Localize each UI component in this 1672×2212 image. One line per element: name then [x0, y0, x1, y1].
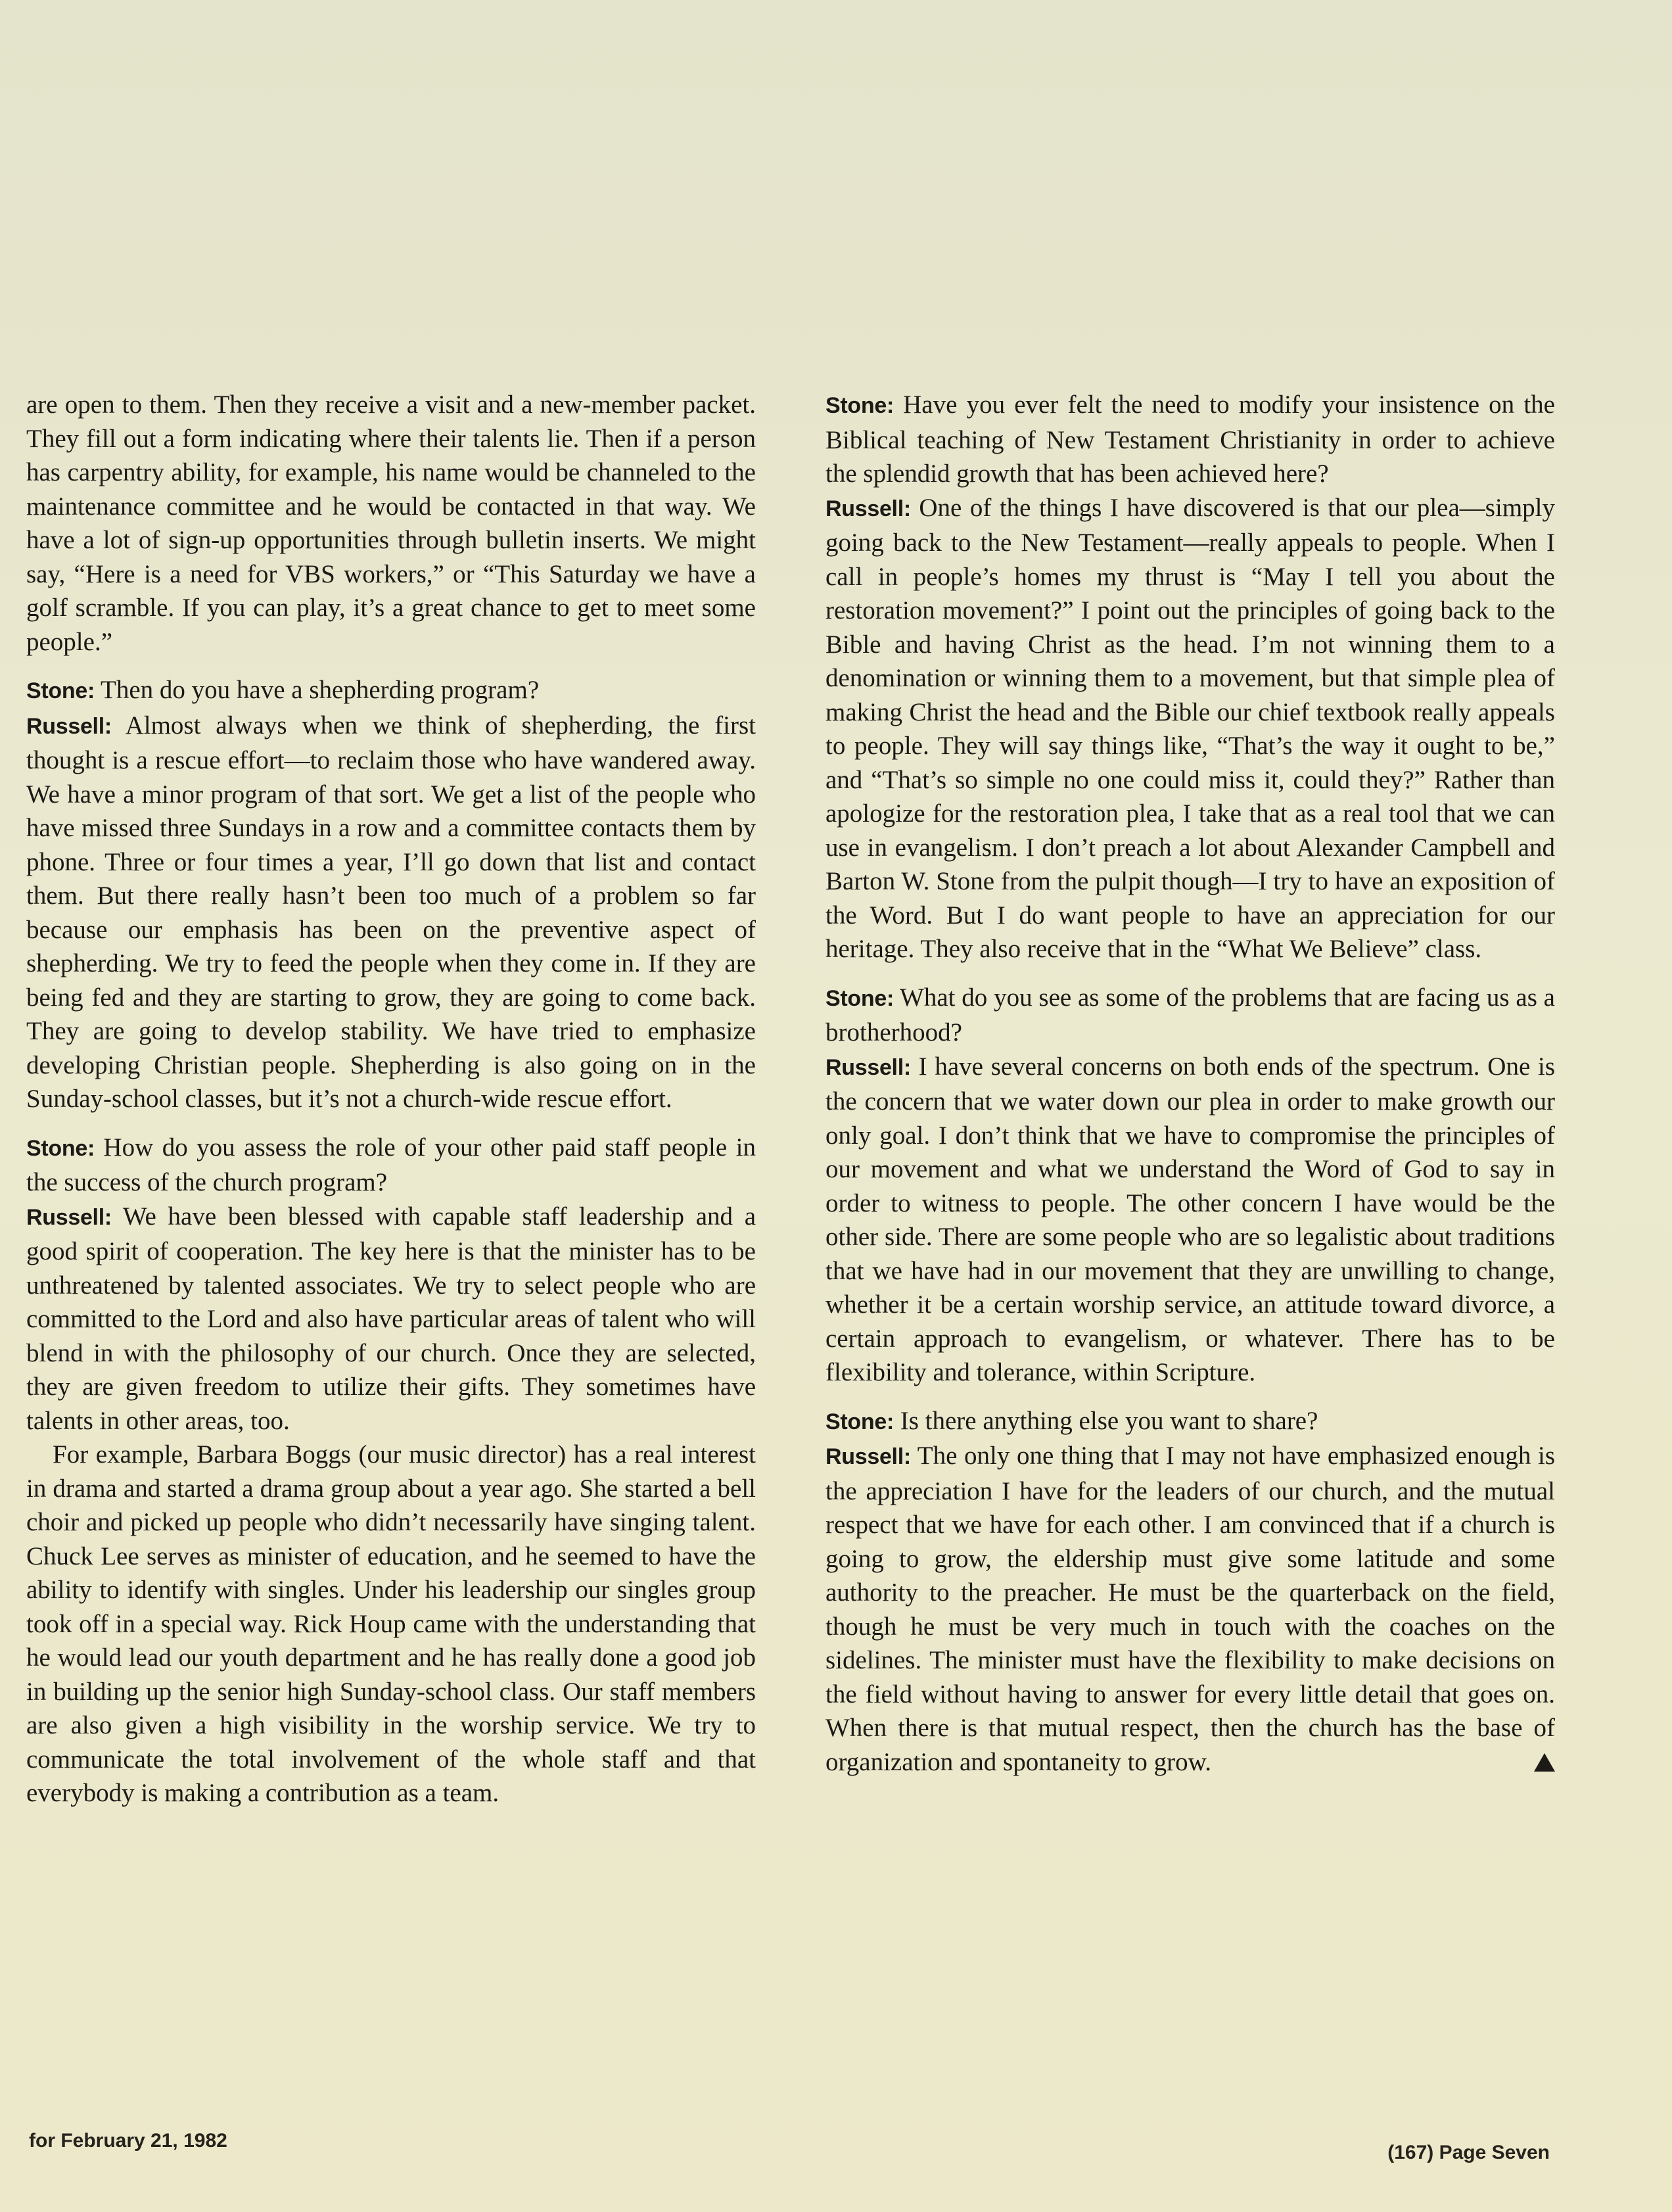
question [26, 673, 756, 709]
end-triangle-icon [1534, 1753, 1555, 1772]
speaker-label: Russell: [26, 713, 112, 739]
right-column [825, 388, 1555, 1779]
answer [825, 1439, 1555, 1779]
answer-text: We have been blessed with capable staff leadership and a good spirit of cooperation. The key here is that the minister has to be unthreatened by talented associates. We try to select people who are committed to the Lord and also have particular areas of talent who will blend in with the philosophy of our church. Once they are selected, they are given freedom to utilize their gifts. They sometimes have talents in other areas, too. [26, 1202, 756, 1435]
footer-date: for February 21, 1982 [29, 2130, 227, 2152]
question-text: How do you assess the role of your other paid staff people in the success of the church program? [26, 1133, 756, 1196]
left-column [26, 388, 756, 1810]
question-text: Then do you have a shepherding program? [94, 676, 540, 704]
speaker-label: Stone: [825, 985, 894, 1011]
speaker-label: Stone: [825, 1409, 894, 1434]
answer [26, 1200, 756, 1438]
question [825, 388, 1555, 491]
question-text: Have you ever felt the need to modify your insistence on the Biblical teaching of New Testament Christianity in order to achieve the splendid growth that has been achieved here? [825, 390, 1555, 488]
speaker-label: Russell: [825, 1054, 911, 1080]
answer-text: I have several concerns on both ends of the spectrum. One is the concern that we water down our plea in order to make growth our only goal. I don’t think that we have to compromise the principles of our movement and what we understand the Word of God to say in order to witness to people. The other concern I have would be the other side. There are some people who are so legalistic about traditions that we have had in our movement that they are unwilling to change, whether it be a certain worship service, an attitude toward divorce, a certain approach to evangelism, or whatever. There has to be flexibility and tolerance, within Scripture. [825, 1052, 1555, 1386]
answer [825, 1050, 1555, 1390]
question-text: Is there anything else you want to share? [893, 1406, 1318, 1435]
question [26, 1131, 756, 1200]
answer [26, 709, 756, 1116]
speaker-label: Russell: [825, 496, 911, 521]
question [825, 1404, 1555, 1440]
speaker-label: Stone: [825, 393, 894, 418]
footer-page-number: (167) Page Seven [1387, 2142, 1550, 2163]
paragraph: For example, Barbara Boggs (our music director) has a real interest in drama and started a drama group about a year ago. She started a bell choir and picked up people who didn’t necessarily have singing talent. Chuck Lee serves as minister of education, and he seemed to have the ability to identify with singles. Under his leadership our singles group took off in a special way. Rick Houp came with the understanding that he would lead our youth department and he has really done a good job in building up the senior high Sunday-school class. Our staff members are also given a high visibility in the worship service. We try to communicate the total involvement of the whole staff and that everybody is making a contribution as a team. [26, 1440, 756, 1807]
question-text: What do you see as some of the problems that are facing us as a brotherhood? [825, 983, 1555, 1047]
speaker-label: Stone: [26, 1135, 95, 1161]
speaker-label: Russell: [825, 1444, 911, 1469]
answer [825, 491, 1555, 966]
paragraph: are open to them. Then they receive a visit and a new-member packet. They fill out a form indicating where their talents lie. Then if a person has carpentry ability, for example, his name would be channeled to the maintenance committee and he would be contacted in that way. We have a lot of sign-up opportunities through bulletin inserts. We might say, “Here is a need for VBS workers,” or “This Saturday we have a golf scramble. If you can play, it’s a great chance to get to meet some people.” [26, 390, 756, 656]
answer-text: The only one thing that I may not have emphasized enough is the appreciation I have for the leaders of our church, and the mutual respect that we have for each other. I am convinced that if a church is going to grow, the eldership must give some latitude and some authority to the preacher. He must be the quarterback on the field, though he must be very much in touch with the coaches on the sidelines. The minister must have the flexibility to make decisions on the field without having to answer for every little detail that goes on. When there is that mutual respect, then the church has the base of organization and spontaneity to grow. [825, 1442, 1555, 1776]
answer-text: Almost always when we think of shepherding, the first thought is a rescue effort—to reclaim those who have wandered away. We have a minor program of that sort. We get a list of the people who have missed three Sundays in a row and a committee contacts them by phone. Three or four times a year, I’ll go down that list and contact them. But there really hasn’t been too much of a problem so far because our emphasis has been on the preventive aspect of shepherding. We try to feed the people when they come in. If they are being fed and they are starting to grow, they are going to come back. They are going to develop stability. We have tried to emphasize developing Christian people. Shepherding is also going on in the Sunday-school classes, but it’s not a church-wide rescue effort. [26, 711, 756, 1113]
speaker-label: Russell: [26, 1204, 112, 1230]
question [825, 981, 1555, 1050]
answer-text: One of the things I have discovered is that our plea—simply going back to the New Testament—really appeals to people. When I call in people’s homes my thrust is “May I tell you about the restoration movement?” I point out the principles of going back to the Bible and having Christ as the head. I’m not winning them to a denomination or winning them to a movement, but that simple plea of making Christ the head and the Bible our chief textbook really appeals to people. They will say things like, “That’s the way it ought to be,” and “That’s so simple no one could miss it, could they?” Rather than apologize for the restoration plea, I take that as a real tool that we can use in evangelism. I don’t preach a lot about Alexander Campbell and Barton W. Stone from the pulpit though—I try to have an exposition of the Word. But I do want people to have an appreciation for our heritage. They also receive that in the “What We Believe” class. [825, 493, 1555, 963]
speaker-label: Stone: [26, 678, 95, 703]
